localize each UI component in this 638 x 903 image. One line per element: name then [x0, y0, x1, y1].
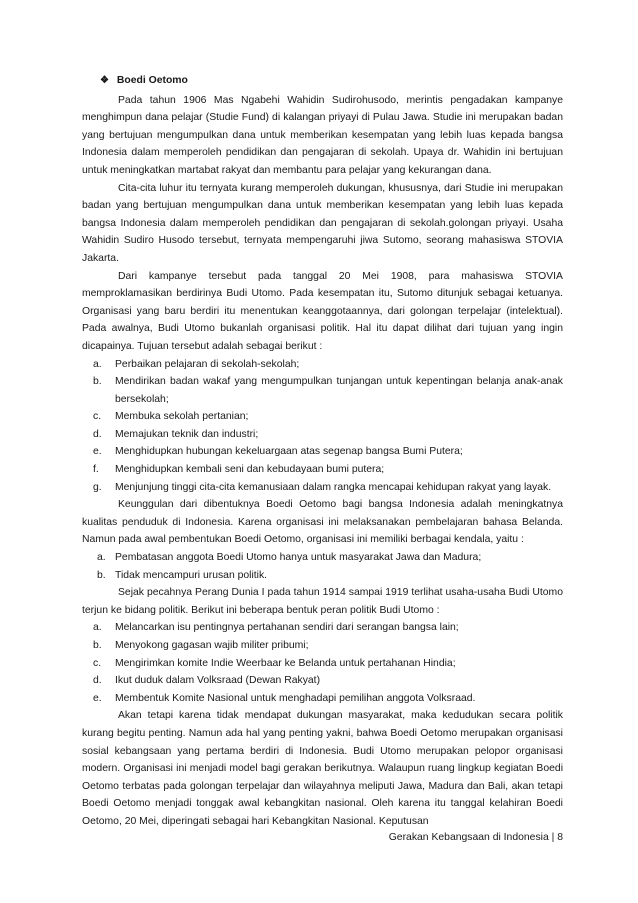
section-title: Boedi Oetomo [116, 75, 188, 86]
list-item: c. Membuka sekolah pertanian; [93, 411, 249, 423]
list-item: d. Memajukan teknik dan industri; [93, 428, 259, 440]
list-item: a. Pembatasan anggota Boedi Utomo hanya untuk masyarakat Jawa dan Madura; [97, 552, 482, 564]
list-item: a. Melancarkan isu pentingnya pertahanan sendiri dari serangan bangsa lain; [93, 622, 459, 634]
list-item: e. Menghidupkan hubungan kekeluargaan atas segenap bangsa Bumi Putera; [93, 446, 463, 458]
paragraph-6: Akan tetapi karena tidak mendapat dukungan masyarakat, maka kedudukan secara politik kurang begitu penting. Namun ada hal yang penting yakni, bahwa Boedi Oetomo merupakan organisasi sosial kebangsaan yang pertama berdiri di Indonesia. Budi Utomo merupakan pelopor organisasi modern. Organisasi ini menjadi model bagi gerakan berikutnya. Walaupun ruang lingkup kegiatan Boedi Oetomo terbatas pada golongan terpelajar dan wilayahnya meliputi Jawa, Madura dan Bali, akan tetapi Boedi Oetomo menjadi tonggak awal kebangkitan nasional. Oleh karena itu tanggal kelahiran Boedi Oetomo, 20 Mei, diperingati sebagai hari Kebangkitan Nasional. Keputusan [82, 710, 563, 827]
list-item: b. Tidak mencampuri urusan politik. [97, 569, 268, 581]
list-item: e. Membentuk Komite Nasional untuk menghadapi pemilihan anggota Volksraad. [93, 692, 476, 704]
political-roles-list [82, 619, 563, 707]
page-footer: Gerakan Kebangsaan di Indonesia | 8 [388, 832, 563, 843]
obstacles-list [82, 549, 563, 584]
list-item: b. Menyokong gagasan wajib militer pribumi; [93, 640, 309, 651]
list-item: a. Perbaikan pelajaran di sekolah-sekolah; [93, 358, 300, 370]
document-page [82, 72, 563, 831]
list-item: f. Menghidupkan kembali seni dan kebudayaan bumi putera; [93, 464, 385, 476]
goals-list [82, 356, 563, 497]
list-item: d. Ikut duduk dalam Volksraad (Dewan Rakyat) [93, 675, 321, 687]
paragraph-3: Dari kampanye tersebut pada tanggal 20 Mei 1908, para mahasiswa STOVIA memproklamasikan berdirinya Budi Utomo. Pada kesempatan itu, Sutomo ditunjuk sebagai ketuanya. Organisasi yang baru berdiri itu menentukan keanggotaannya, dari golongan terpelajar (intelektual). Pada awalnya, Budi Utomo bukanlah organisasi politik. Hal itu dapat dilihat dari tujuan yang ingin dicapainya. Tujuan tersebut adalah sebagai berikut : [82, 270, 563, 352]
paragraph-1: Pada tahun 1906 Mas Ngabehi Wahidin Sudirohusodo, merintis pengadakan kampanye menghimpun dana pelajar (Studie Fund) di kalangan priyayi di Pulau Jawa. Studie ini merupakan badan yang bertujuan mengumpulkan dana untuk memberikan kesempatan yang lebih luas kepada bangsa Indonesia dalam memperoleh pendidikan dan pengajaran di sekolah. Upaya dr. Wahidin ini bertujuan untuk meningkatkan martabat rakyat dan membantu para pelajar yang kekurangan dana. [82, 94, 563, 176]
list-item: b. Mendirikan badan wakaf yang mengumpulkan tunjangan untuk kepentingan belanja anak-anak bersekolah; [93, 376, 563, 405]
list-item: g. Menjunjung tinggi cita-cita kemanusiaan dalam rangka mencapai kehidupan rakyat yang layak. [93, 481, 552, 493]
section-heading [100, 72, 563, 90]
list-item: c. Mengirimkan komite Indie Weerbaar ke Belanda untuk pertahanan Hindia; [93, 657, 456, 669]
paragraph-2: Cita-cita luhur itu ternyata kurang memperoleh dukungan, khususnya, dari Studie ini merupakan badan yang bertujuan mengumpulkan dana untuk memberikan kesempatan yang lebih luas kepada bangsa Indonesia dalam memperoleh pendidikan dan pengajaran di sekolah.golongan priyayi. Usaha Wahidin Sudiro Husodo tersebut, ternyata mempengaruhi jiwa Sutomo, seorang mahasiswa STOVIA Jakarta. [82, 182, 563, 264]
paragraph-5: Sejak pecahnya Perang Dunia I pada tahun 1914 sampai 1919 terlihat usaha-usaha Budi Utomo terjun ke bidang politik. Berikut ini beberapa bentuk peran politik Budi Utomo : [82, 587, 563, 616]
diamond-bullet-icon: ❖ [100, 75, 109, 86]
paragraph-4: Keunggulan dari dibentuknya Boedi Oetomo bagi bangsa Indonesia adalah meningkatnya kualitas penduduk di Indonesia. Karena organisasi ini melaksanakan pembelajaran bahasa Belanda. Namun pada awal pembentukan Boedi Oetomo, organisasi ini memiliki berbagai kendala, yaitu : [82, 499, 563, 546]
